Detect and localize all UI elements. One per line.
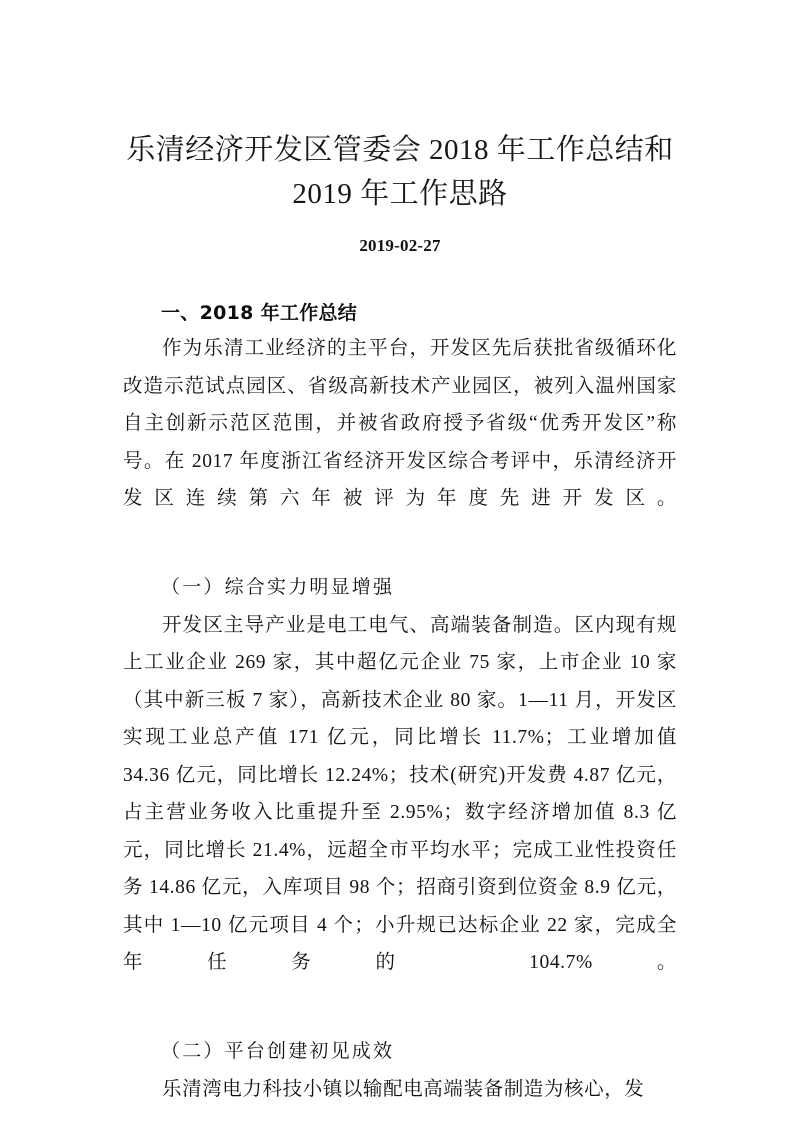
section-1-intro-paragraph: 作为乐清工业经济的主平台，开发区先后获批省级循环化改造示范试点园区、省级高新技术产业园区，被列入温州国家自主创新示范区范围，并被省政府授予省级“优秀开发区”称号。在 2017 年度浙江省经济开发区综合考评中，乐清经济开发区连续第六年被评为年度先进开发区。 bbox=[123, 338, 677, 509]
subsection-heading-1-1: （一）综合实力明显增强 bbox=[161, 577, 395, 598]
document-date: 2019-02-27 bbox=[359, 236, 441, 255]
page-title-line-2: 2019 年工作思路 bbox=[292, 178, 508, 210]
subsection-heading-1-2: （二）平台创建初见成效 bbox=[161, 1041, 395, 1062]
subsection-1-2-paragraph: 乐清湾电力科技小镇以输配电高端装备制造为核心，发 bbox=[162, 1078, 645, 1100]
page-title bbox=[123, 0, 677, 216]
page-title-line-1: 乐清经济开发区管委会 2018 年工作总结和 bbox=[126, 134, 674, 166]
section-heading-1: 一、2018 年工作总结 bbox=[161, 302, 358, 324]
document-content bbox=[123, 0, 677, 1108]
subsection-1-1-paragraph: 开发区主导产业是电工电气、高端装备制造。区内现有规上工业企业 269 家，其中超亿元企业 75 家，上市企业 10 家（其中新三板 7 家），高新技术企业 80 家。1—11 月，开发区实现工业总产值 171 亿元，同比增长 11.7%；工业增加值 34.36 亿元，同比增长 12.24%；技术(研究)开发费 4.87 亿元，占主营业务收入比重提升至 2.95%；数字经济增加值 8.3 亿元，同比增长 21.4%，远超全市平均水平；完成工业性投资任务 14.86 亿元，入库项目 98 个；招商引资到位资金 8.9 亿元，其中 1—10 亿元项目 4 个；小升规已达标企业 22 家，完成全年任务的 104.7%。 bbox=[123, 614, 677, 973]
